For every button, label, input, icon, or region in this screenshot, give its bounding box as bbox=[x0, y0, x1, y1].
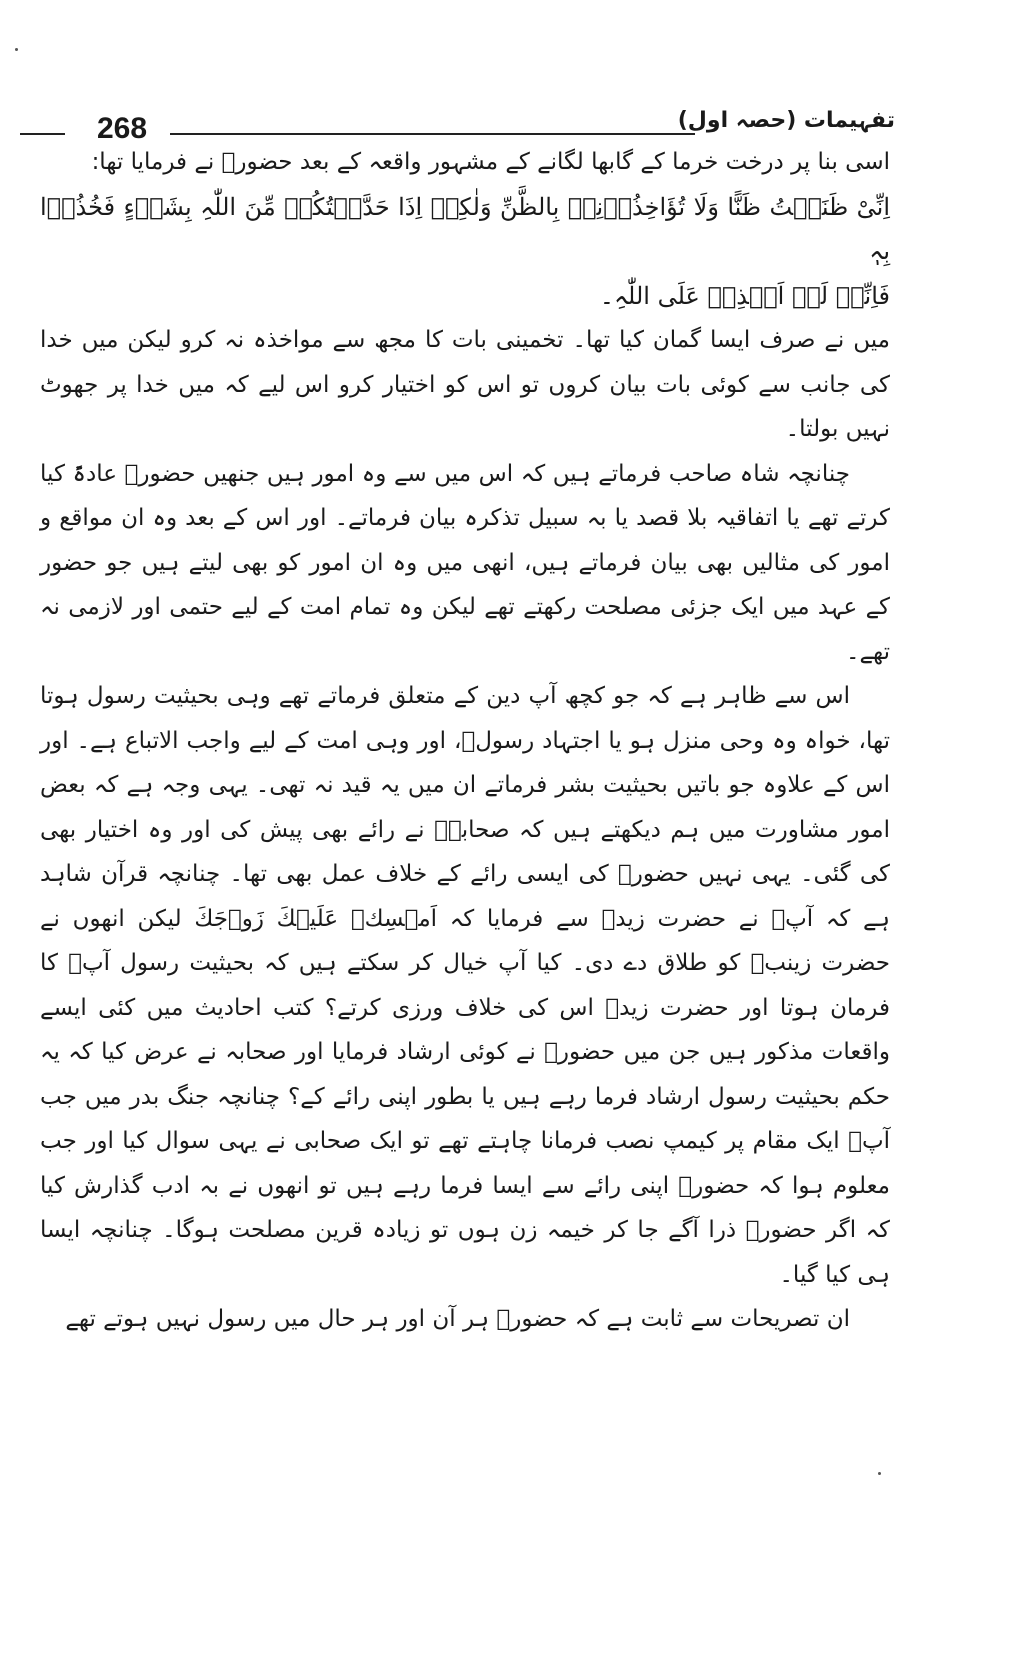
arabic-quote bbox=[40, 185, 890, 319]
paragraph: ان تصریحات سے ثابت ہے کہ حضورؐ ہر آن اور ہر حال میں رسول نہیں ہوتے تھے bbox=[65, 1306, 850, 1332]
paragraph-translation: میں نے صرف ایسا گمان کیا تھا۔ تخمینی بات کا مجھ سے مواخذہ نہ کرو لیکن میں خدا کی جانب سے کوئی بات بیان کروں تو اس کو اختیار کرو اس لیے کہ میں خدا پر جھوٹ نہیں بولتا۔ bbox=[40, 327, 890, 442]
page-number: 268 bbox=[97, 112, 148, 145]
body-text bbox=[40, 140, 890, 1342]
paragraph: چنانچہ شاہ صاحب فرماتے ہیں کہ اس میں سے وہ امور ہیں جنھیں حضورؐ عادۃً کیا کرتے تھے یا اتفاقیہ بلا قصد یا بہ سبیل تذکرہ بیان فرماتے۔ اور اس کے بعد وہ ان مواقع و امور کی مثالیں بھی بیان فرماتے ہیں، انھی میں وہ ان امور کو بھی لیتے ہیں جو حضور کے عہد میں ایک جزئی مصلحت رکھتے تھے لیکن وہ تمام امت کے لیے حتمی اور لازمی نہ تھے۔ bbox=[40, 460, 890, 665]
header-rule-left bbox=[20, 133, 65, 135]
arabic-quote-line: فَاِنِّیۡ لَمۡ اَکۡذِبۡ عَلَی اللّٰہِ۔ bbox=[599, 281, 890, 310]
arabic-quote-line: اِنِّیْ ظَنَنۡتُ ظَنًّا وَلَا تُؤَاخِذُوۡنِیۡ بِالظَّنِّ وَلٰكِنۡ اِذَا حَدَّثۡتُكُمۡ مِّنَ اللّٰہِ بِشَیۡءٍ فَخُذُوۡا بِہٖ bbox=[40, 192, 890, 265]
header-rule bbox=[170, 133, 695, 135]
scan-speck bbox=[15, 48, 18, 51]
paragraph: اس سے ظاہر ہے کہ جو کچھ آپ دین کے متعلق فرماتے تھے وہی بحیثیت رسول ہوتا تھا، خواہ وہ وحی منزل ہو یا اجتہاد رسولؐ، اور وہی امت کے لیے واجب الاتباع ہے۔ اور اس کے علاوہ جو باتیں بحیثیت بشر فرماتے ان میں یہ قید نہ تھی۔ یہی وجہ ہے کہ بعض امور مشاورت میں ہم دیکھتے ہیں کہ صحابہؓ نے رائے بھی پیش کی اور وہ اختیار بھی کی گئی۔ یہی نہیں حضورؐ کی ایسی رائے کے خلاف عمل بھی تھا۔ چنانچہ قرآن شاہد ہے کہ آپؐ نے حضرت زیدؓ سے فرمایا کہ اَمۡسِكۡ عَلَيۡكَ زَوۡجَكَ لیکن انھوں نے حضرت زینبؓ کو طلاق دے دی۔ کیا آپ خیال کر سکتے ہیں کہ بحیثیت رسول آپؐ کا فرمان ہوتا اور حضرت زیدؓ اس کی خلاف ورزی کرتے؟ کتب احادیث میں کئی ایسے واقعات مذکور ہیں جن میں حضورؐ نے کوئی ارشاد فرمایا اور صحابہ نے عرض کیا کہ یہ حکم بحیثیت رسول ارشاد فرما رہے ہیں یا بطور اپنی رائے کے؟ چنانچہ جنگ بدر میں جب آپؐ ایک مقام پر کیمپ نصب فرمانا چاہتے تھے تو ایک صحابی نے یہی سوال کیا اور جب معلوم ہوا کہ حضورؐ اپنی رائے سے ایسا فرما رہے ہیں تو انھوں نے بہ ادب گذارش کیا کہ اگر حضورؐ ذرا آگے جا کر خیمہ زن ہوں تو زیادہ قرین مصلحت ہوگا۔ چنانچہ ایسا ہی کیا گیا۔ bbox=[40, 683, 890, 1288]
paragraph-intro: اسی بنا پر درخت خرما کے گابھا لگانے کے مشہور واقعہ کے بعد حضورؐ نے فرمایا تھا: bbox=[91, 149, 890, 175]
running-title: تفہیمات (حصہ اول) bbox=[677, 108, 895, 133]
scan-speck bbox=[878, 1472, 881, 1475]
